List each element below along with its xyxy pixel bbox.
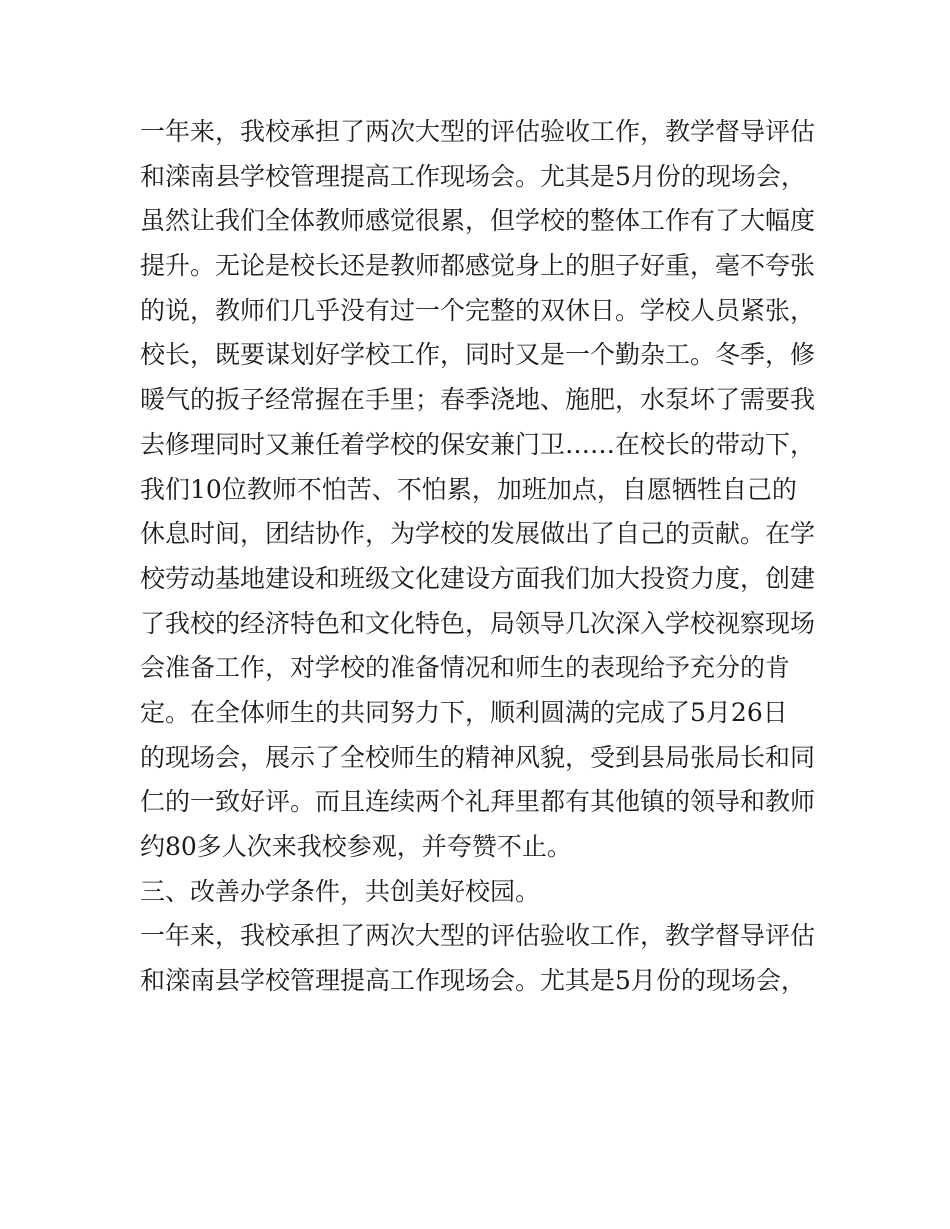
text-line: 校劳动基地建设和班级文化建设方面我们加大投资力度，创建 bbox=[140, 563, 816, 593]
text-line: 了我校的经济特色和文化特色，局领导几次深入学校视察现场 bbox=[140, 608, 816, 638]
text-line: 一年来，我校承担了两次大型的评估验收工作，教学督导评估 bbox=[140, 117, 816, 146]
text-line: 休息时间，团结协作，为学校的发展做出了自己的贡献。在学 bbox=[140, 519, 816, 549]
text-line: 和滦南县学校管理提高工作现场会。尤其是5月份的现场会， bbox=[140, 966, 806, 996]
text-line: 虽然让我们全体教师感觉很累，但学校的整体工作有了大幅度 bbox=[140, 206, 816, 236]
text-line: 的现场会，展示了全校师生的精神风貌，受到县局张局长和同 bbox=[140, 742, 816, 772]
text-line: 暖气的扳子经常握在手里；春季浇地、施肥，水泵坏了需要我 bbox=[140, 385, 816, 415]
text-line: 我们10位教师不怕苦、不怕累，加班加点，自愿牺牲自己的 bbox=[140, 474, 797, 504]
text-line: 提升。无论是校长还是教师都感觉身上的胆子好重，毫不夸张 bbox=[140, 251, 816, 281]
text-line: 去修理同时又兼任着学校的保安兼门卫……在校长的带动下， bbox=[140, 429, 816, 459]
text-line: 仁的一致好评。而且连续两个礼拜里都有其他镇的领导和教师 bbox=[140, 787, 816, 817]
text-line: 一年来，我校承担了两次大型的评估验收工作，教学督导评估 bbox=[140, 921, 816, 951]
section-heading: 三、改善办学条件，共创美好校园。 bbox=[140, 876, 541, 906]
text-line: 定。在全体师生的共同努力下，顺利圆满的完成了5月26日 bbox=[140, 697, 788, 727]
text-line: 约80多人次来我校参观，并夸赞不止。 bbox=[140, 832, 572, 861]
text-line: 校长，既要谋划好学校工作，同时又是一个勤杂工。冬季，修 bbox=[140, 340, 816, 370]
text-line: 的说，教师们几乎没有过一个完整的双休日。学校人员紧张， bbox=[140, 295, 816, 325]
text-line: 和滦南县学校管理提高工作现场会。尤其是5月份的现场会， bbox=[140, 161, 806, 191]
document-body bbox=[140, 110, 820, 1004]
text-line: 会准备工作，对学校的准备情况和师生的表现给予充分的肯 bbox=[140, 653, 791, 683]
